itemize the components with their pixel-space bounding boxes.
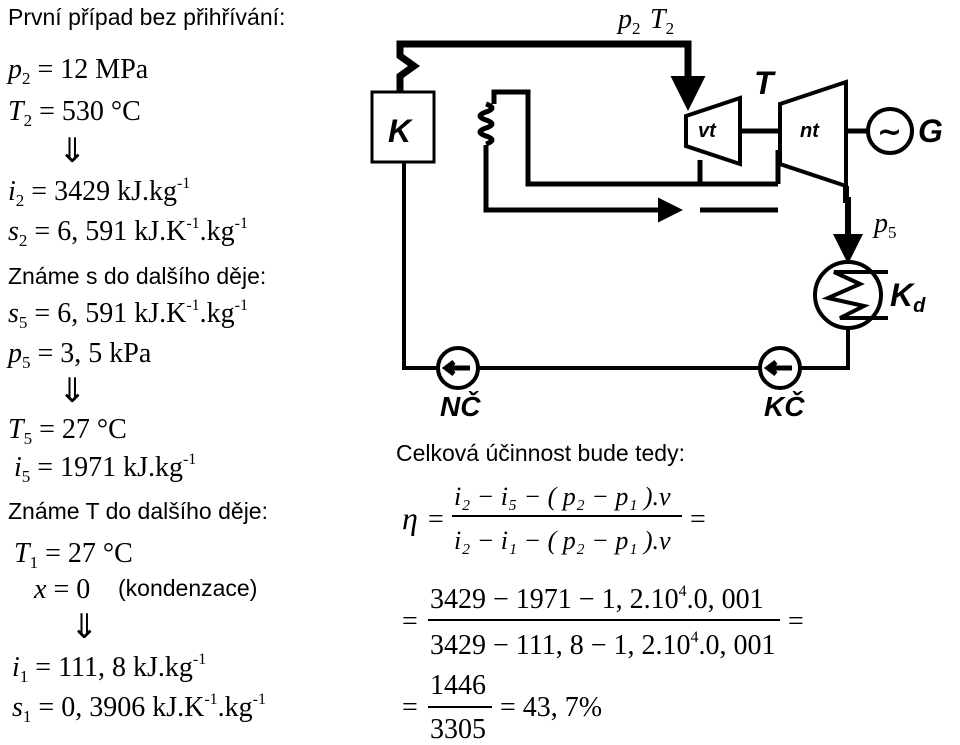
reheat-line-in (494, 92, 700, 184)
condensate-line (800, 328, 848, 368)
numeric-denominator: 3429 − 111, 8 − 1, 2.10$^4$.0, 001 (430, 629, 776, 661)
eq-i5: $i_5 = 1971$ $kJ.kg^{-1}$ (14, 451, 197, 486)
eq-sign-2: = (690, 504, 706, 535)
implies-arrow-1: ⇓ (58, 131, 87, 171)
implies-arrow-2: ⇓ (58, 371, 87, 411)
eq-i2: $i_2 = 3429$ $kJ.kg^{-1}$ (8, 175, 191, 210)
eq-p2: $p_2 = 12$ MPa (8, 54, 149, 88)
eq-sign-3: = (402, 606, 418, 637)
eq-s2: $s_2 = 6$, 591 $kJ.K^{-1}.kg^{-1}$ (8, 215, 248, 250)
heading-known-s: Známe s do dalšího děje: (8, 263, 267, 289)
eq-T5: $T_5 = 27$ °C (8, 414, 127, 448)
eq-p5: $p_5 = 3$, 5 kPa (8, 338, 152, 372)
eta-denominator: i₂ − i₁ − ( p₂ − p₁ ).v (454, 526, 671, 555)
lp-turbine-label: nt (800, 120, 819, 142)
result-numerator: 1446 (430, 670, 486, 701)
efficiency-result: = 43, 7% (500, 692, 603, 723)
eta-numerator: i₂ − i₅ − ( p₂ − p₁ ).v (454, 482, 671, 511)
generator-label: G (918, 113, 943, 149)
eq-sign-4: = (788, 606, 804, 637)
condenser-label: Kd (890, 277, 926, 317)
exhaust-line (846, 186, 848, 258)
generator-symbol: ~ (877, 115, 903, 150)
numeric-numerator: 3429 − 1971 − 1, 2.10$^4$.0, 001 (430, 583, 764, 615)
reheater-coil (480, 104, 492, 144)
label-p5: $p_5$ (874, 208, 897, 242)
eq-sign-5: = (402, 692, 418, 723)
eta-fraction-bar (452, 515, 682, 517)
eq-s5: $s_5 = 6$, 591 $kJ.K^{-1}.kg^{-1}$ (8, 297, 248, 332)
label-T2: $T_2$ (650, 4, 675, 38)
result-fraction-bar (428, 706, 492, 708)
boiler-label: K (388, 113, 412, 149)
eq-s1: $s_1 = 0$, 3906 $kJ.K^{-1}.kg^{-1}$ (12, 691, 266, 726)
steam-line-main (400, 44, 688, 104)
hp-turbine-label: vt (698, 120, 716, 142)
condensate-pump-label: KČ (764, 391, 805, 422)
turbine-label: T (754, 65, 774, 101)
efficiency-intro: Celková účinnost bude tedy: (396, 440, 685, 466)
reheat-line-out (486, 145, 678, 210)
eta-symbol: η (402, 500, 418, 536)
result-denominator: 3305 (430, 714, 486, 745)
eq-x: x = 0 (34, 574, 91, 605)
heading-known-T: Známe T do dalšího děje: (8, 498, 268, 524)
note-condensation: (kondenzace) (118, 575, 258, 601)
eq-T2: $T_2 = 530$ °C (8, 96, 141, 130)
rankine-cycle-diagram (360, 0, 960, 430)
eq-i1: $i_1 = 111$, 8 $kJ.kg^{-1}$ (12, 651, 207, 686)
label-p2: $p_2$ (618, 4, 641, 38)
feed-line-to-boiler (404, 162, 438, 368)
heading-first-case: První případ bez přihřívání: (8, 4, 286, 30)
feed-pump-label: NČ (440, 391, 481, 422)
eq-T1: $T_1 = 27$ °C (14, 538, 133, 572)
numeric-fraction-bar (428, 619, 780, 621)
eq-sign-1: = (428, 504, 444, 535)
implies-arrow-3: ⇓ (70, 607, 99, 647)
